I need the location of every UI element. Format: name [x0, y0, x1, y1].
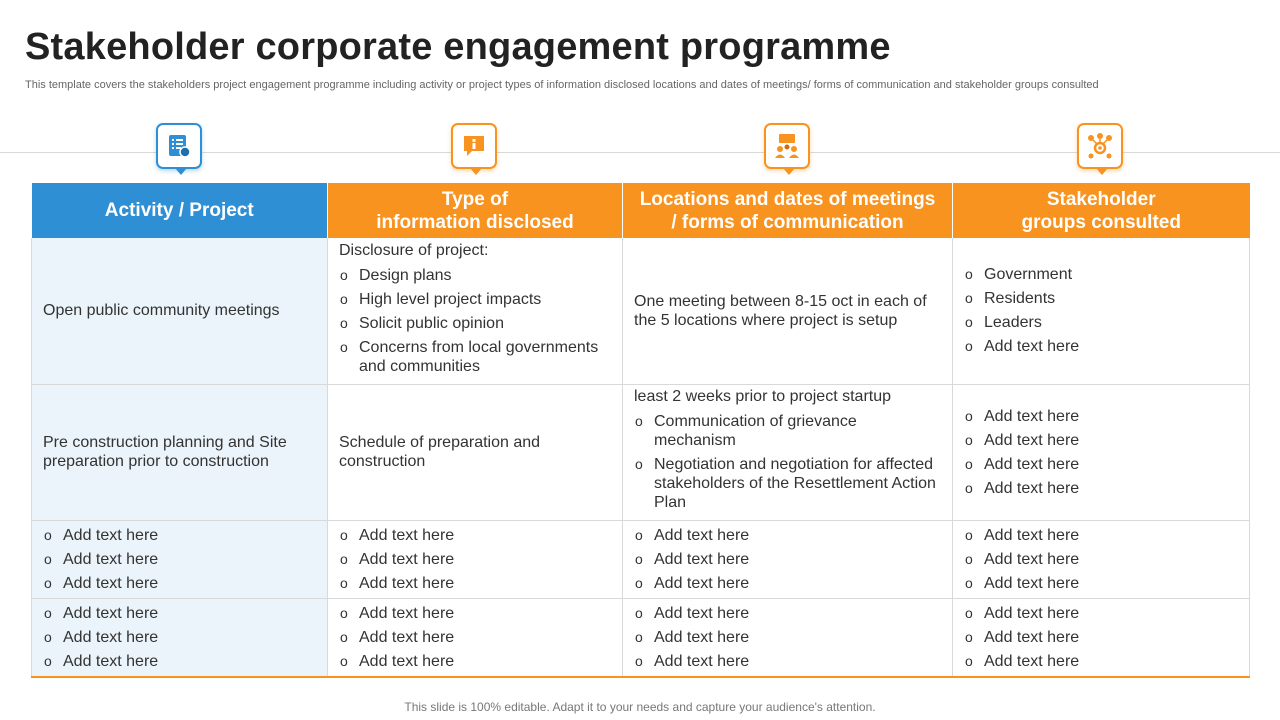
list-item: o Add text here — [964, 407, 1238, 426]
list-item: o Leaders — [964, 313, 1238, 332]
list-item: o Add text here — [43, 526, 316, 545]
document-list-icon — [156, 123, 202, 169]
list-item: o Add text here — [339, 526, 611, 545]
list-item: o Add text here — [964, 574, 1238, 593]
list-item: o Add text here — [634, 628, 941, 647]
list-item: o Add text here — [964, 550, 1238, 569]
list-item: o Add text here — [964, 526, 1238, 545]
cell-activity: Pre construction planning and Site preparation prior to construction — [32, 384, 328, 520]
list-item: o Add text here — [634, 574, 941, 593]
list-item: o Add text here — [43, 604, 316, 623]
cell-information — [328, 598, 623, 677]
table-row — [32, 598, 1250, 677]
engagement-table — [31, 183, 1250, 678]
list-item: o Add text here — [43, 628, 316, 647]
table-header-row — [32, 183, 1250, 238]
stakeholder-network-icon — [1077, 123, 1123, 169]
list-item: o Add text here — [43, 550, 316, 569]
list-item: o Government — [964, 265, 1238, 284]
list-item: o Add text here — [964, 431, 1238, 450]
page-subtitle: This template covers the stakeholders project engagement programme including activity or project types of information disclosed locations and dates of meetings/ forms of communication and stakeholder groups consulted — [25, 79, 1099, 91]
list-item: o Add text here — [964, 652, 1238, 671]
list-item: o Add text here — [43, 652, 316, 671]
cell-location: One meeting between 8-15 oct in each of the 5 locations where project is setup — [623, 238, 953, 384]
list-item: o Add text here — [964, 628, 1238, 647]
list-item: o Residents — [964, 289, 1238, 308]
list-item: o Concerns from local governments and communities — [339, 338, 611, 376]
cell-information — [328, 520, 623, 598]
list-item: o Add text here — [339, 604, 611, 623]
footer-note: This slide is 100% editable. Adapt it to your needs and capture your audience's attention. — [404, 700, 876, 714]
header-locations: Locations and dates of meetings / forms of communication — [623, 183, 953, 238]
header-activity: Activity / Project — [32, 183, 328, 238]
cell-stakeholders — [953, 520, 1250, 598]
list-item: o Add text here — [339, 628, 611, 647]
cell-stakeholders — [953, 598, 1250, 677]
cell-location — [623, 598, 953, 677]
list-item: o Communication of grievance mechanism — [634, 412, 941, 450]
cell-stakeholders — [953, 238, 1250, 384]
list-item: o Add text here — [43, 574, 316, 593]
info-chat-icon — [451, 123, 497, 169]
table-row — [32, 384, 1250, 520]
list-item: o Add text here — [634, 604, 941, 623]
cell-activity — [32, 598, 328, 677]
cell-information: Disclosure of project: o Design plans o High level project impacts o Solicit public opinion o Concerns from local governments and communities — [328, 238, 623, 384]
list-item: o Add text here — [634, 526, 941, 545]
list-item: o Design plans — [339, 266, 611, 285]
page-title: Stakeholder corporate engagement programme — [25, 26, 891, 68]
list-item: o Add text here — [339, 574, 611, 593]
list-item: o Add text here — [339, 652, 611, 671]
table-row — [32, 520, 1250, 598]
cell-location: least 2 weeks prior to project startup o Communication of grievance mechanism o Negotiation and negotiation for affected stakeholders of the Resettlement Action Plan — [623, 384, 953, 520]
table-row — [32, 238, 1250, 384]
list-item: o Add text here — [339, 550, 611, 569]
list-item: o Solicit public opinion — [339, 314, 611, 333]
cell-information: Schedule of preparation and construction — [328, 384, 623, 520]
header-stakeholders: Stakeholder groups consulted — [953, 183, 1250, 238]
list-item: o Add text here — [634, 550, 941, 569]
list-item: o Negotiation and negotiation for affected stakeholders of the Resettlement Action Plan — [634, 455, 941, 512]
cell-stakeholders — [953, 384, 1250, 520]
header-information: Type of information disclosed — [328, 183, 623, 238]
meeting-presentation-icon — [764, 123, 810, 169]
cell-activity: Open public community meetings — [32, 238, 328, 384]
list-item: o Add text here — [964, 604, 1238, 623]
cell-activity — [32, 520, 328, 598]
list-item: o High level project impacts — [339, 290, 611, 309]
list-item: o Add text here — [964, 337, 1238, 356]
cell-location — [623, 520, 953, 598]
list-item: o Add text here — [964, 479, 1238, 498]
list-item: o Add text here — [964, 455, 1238, 474]
list-item: o Add text here — [634, 652, 941, 671]
